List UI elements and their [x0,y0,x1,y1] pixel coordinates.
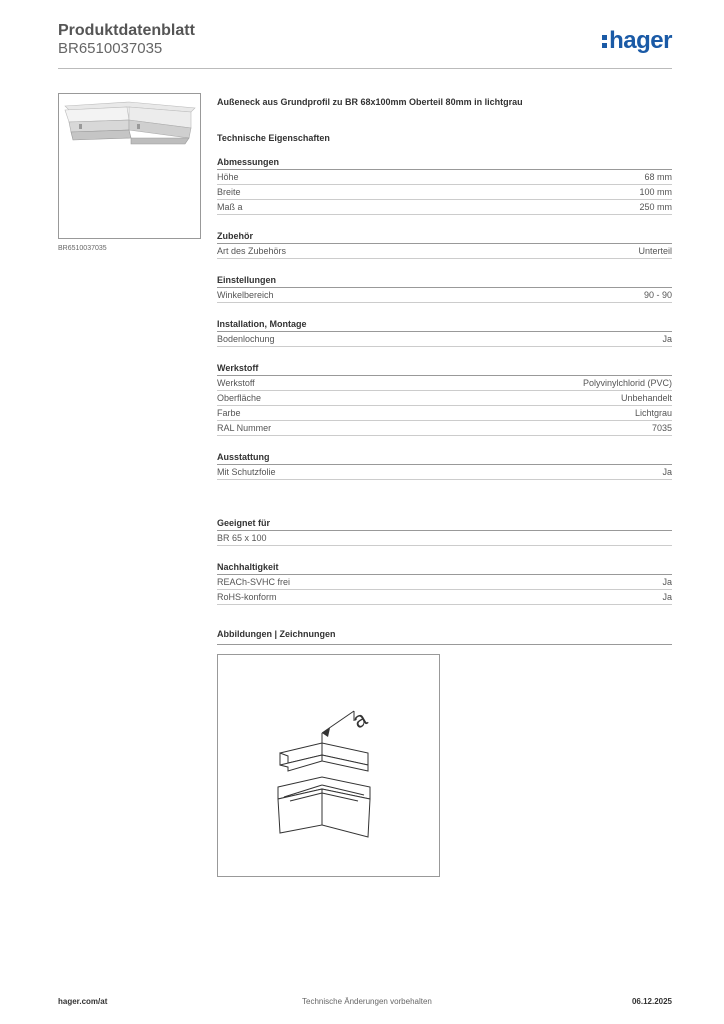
row-value: Unterteil [638,246,672,256]
row-value: 7035 [651,423,672,433]
row-label: Farbe [217,408,241,418]
product-photo-icon [59,94,200,238]
product-description: Außeneck aus Grundprofil zu BR 68x100mm Oberteil 80mm in lichtgrau [217,97,523,107]
row-value: Ja [662,467,672,477]
hager-logo [602,27,672,55]
row-value: Unbehandelt [620,393,672,403]
row-label: Breite [217,187,241,197]
page-title: Produktdatenblatt [58,22,195,39]
section-dimensions [217,157,672,215]
image-caption: BR6510037035 [58,245,107,252]
section-title: Ausstattung [217,452,672,465]
logo-text: hager [609,27,672,54]
table-row [217,465,672,480]
header-divider [58,68,672,69]
row-value: 90 - 90 [643,290,672,300]
footer-date: 06.12.2025 [631,997,672,1006]
table-row [217,531,672,546]
table-row [217,590,672,605]
row-label: Maß a [217,202,243,212]
row-label: Bodenlochung [217,334,275,344]
row-label: Höhe [217,172,239,182]
article-number: BR6510037035 [58,40,163,57]
row-label: Winkelbereich [217,290,274,300]
section-installation [217,319,672,347]
row-label: RAL Nummer [217,423,272,433]
logo-colon-icon [602,33,608,49]
row-value: Ja [662,334,672,344]
table-row [217,288,672,303]
section-title: Zubehör [217,231,672,244]
technical-drawing [217,654,440,877]
row-label: BR 65 x 100 [217,533,267,543]
section-equipment [217,452,672,480]
table-row [217,244,672,259]
row-label: Art des Zubehörs [217,246,287,256]
table-row [217,575,672,590]
section-title: Installation, Montage [217,319,672,332]
section-material [217,363,672,436]
row-value: 68 mm [644,172,672,182]
row-value: 100 mm [639,187,672,197]
table-row [217,200,672,215]
section-accessories [217,231,672,259]
corner-drawing-icon [218,655,439,876]
section-suitable-for [217,518,672,546]
main-content [217,97,672,877]
table-row [217,421,672,436]
spacer [217,480,672,504]
table-row [217,406,672,421]
row-value: Lichtgrau [634,408,672,418]
section-title: Nachhaltigkeit [217,562,672,575]
table-row [217,332,672,347]
technical-properties-title: Technische Eigenschaften [217,133,330,143]
section-title: Einstellungen [217,275,672,288]
product-image [58,93,201,239]
footer-website[interactable]: hager.com/at [58,997,108,1006]
table-row [217,391,672,406]
table-row [217,170,672,185]
dimension-label: a [348,705,372,734]
row-label: Mit Schutzfolie [217,467,276,477]
section-title: Abmessungen [217,157,672,170]
section-sustainability [217,562,672,605]
section-title: Werkstoff [217,363,672,376]
row-value: Ja [662,577,672,587]
drawings-title: Abbildungen | Zeichnungen [217,629,672,645]
row-label: RoHS-konform [217,592,277,602]
section-title: Geeignet für [217,518,672,531]
row-value: Polyvinylchlorid (PVC) [582,378,672,388]
table-row [217,185,672,200]
row-value: 250 mm [639,202,672,212]
table-row [217,376,672,391]
footer-notice: Technische Änderungen vorbehalten [302,997,432,1006]
row-label: REACh-SVHC frei [217,577,291,587]
row-label: Oberfläche [217,393,262,403]
row-value: Ja [662,592,672,602]
row-label: Werkstoff [217,378,255,388]
section-settings [217,275,672,303]
